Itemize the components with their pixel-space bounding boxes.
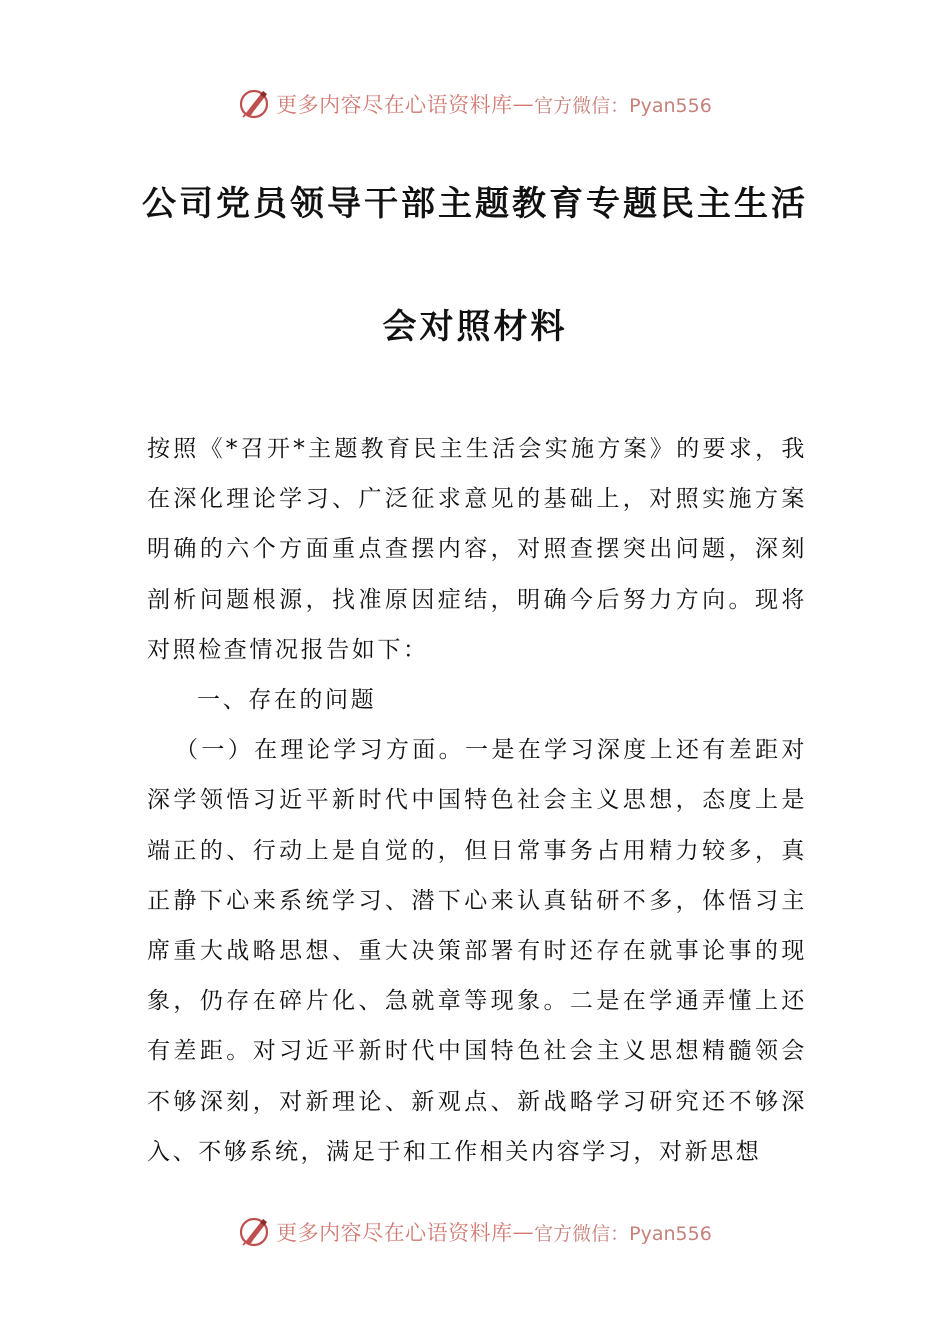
pen-logo-icon [238, 1215, 272, 1249]
document-body [147, 424, 807, 1177]
paragraph-intro: 按照《*召开*主题教育民主生活会实施方案》的要求，我在深化理论学习、广泛征求意见的基础上，对照实施方案明确的六个方面重点查摆内容，对照查摆突出问题，深刻剖析问题根源，找准原因症结，明确今后努力方向。现将对照检查情况报告如下： [147, 436, 807, 663]
banner-wechat: 官方微信：Pyan556 [534, 94, 712, 117]
footer-banner-dash: — [512, 1220, 535, 1244]
banner-text: 更多内容尽在心语资料库 [276, 93, 513, 117]
banner-dash: — [512, 92, 535, 116]
footer-banner-wechat: 官方微信：Pyan556 [534, 1222, 712, 1245]
document-title-line-1: 公司党员领导干部主题教育专题民主生活 [142, 184, 808, 224]
footer-banner-text: 更多内容尽在心语资料库 [276, 1221, 513, 1245]
paragraph-theory-study: （一）在理论学习方面。一是在学习深度上还有差距对深学领悟习近平新时代中国特色社会主义思想，态度上是端正的、行动上是自觉的，但日常事务占用精力较多，真正静下心来系统学习、潜下心来认真钻研不多，体悟习主席重大战略思想、重大决策部署有时还存在就事论事的现象，仍存在碎片化、急就章等现象。二是在学通弄懂上还有差距。对习近平新时代中国特色社会主义思想精髓领会不够深刻，对新理论、新观点、新战略学习研究还不够深入、不够系统，满足于和工作相关内容学习，对新思想 [147, 737, 807, 1165]
document-title-line-2: 会对照材料 [382, 307, 568, 347]
pen-logo-icon [238, 87, 272, 121]
footer-banner [0, 1212, 950, 1252]
section-heading: 一、存在的问题 [197, 687, 377, 714]
header-banner [0, 84, 950, 124]
